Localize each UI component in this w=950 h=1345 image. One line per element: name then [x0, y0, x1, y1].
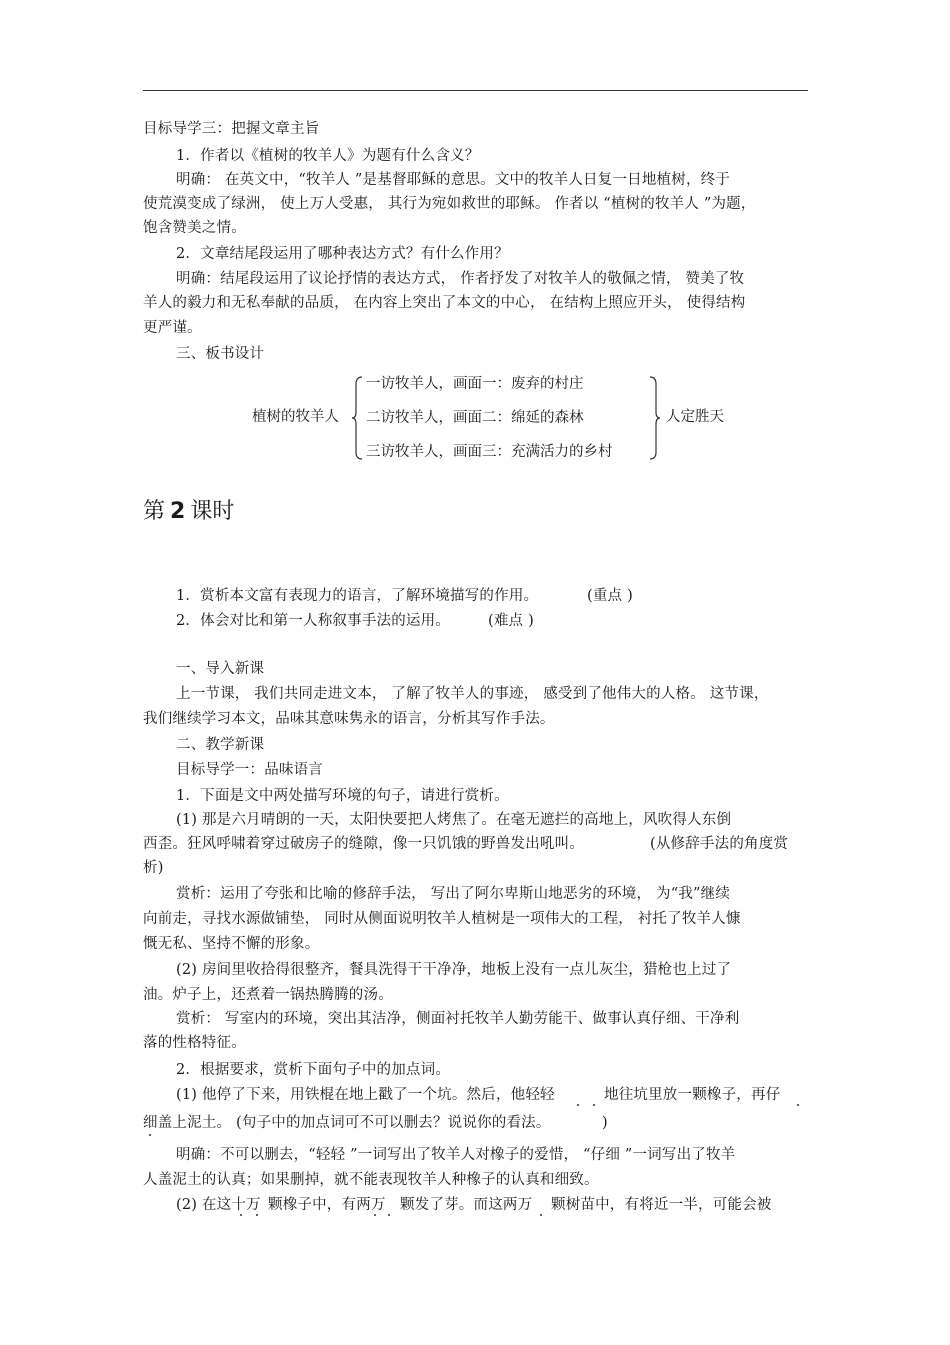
- answer-1-line: 饱含赞美之情。: [143, 220, 246, 236]
- emphasis-dot: [593, 1104, 595, 1106]
- answer-3-line: 人盖泥土的认真；如果删掉，就不能表现牧羊人种橡子的认真和细致。: [143, 1172, 599, 1188]
- intro-line: 我们继续学习本文，品味其意味隽永的语言，分析其写作手法。: [143, 711, 555, 727]
- goal-2-tag: (难点 ): [488, 613, 534, 629]
- passage-2-line: (2) 房间里收拾得很整齐，餐具洗得干干净净，地板上没有一点儿灰尘，猎枪也上过了: [176, 962, 732, 978]
- analysis-2-line: 赏析： 写室内的环境，突出其洁净，侧面衬托牧羊人勤劳能干、做事认真仔细、干净利: [176, 1011, 740, 1027]
- passage-2-line: 油。炉子上，还煮着一锅热腾腾的汤。: [143, 987, 393, 1003]
- analysis-1-line: 向前走，寻找水源做铺垫， 同时从侧面说明牧羊人植树是一项伟大的工程， 衬托了牧羊人慷: [143, 911, 741, 927]
- board-left-label: 植树的牧羊人: [252, 409, 339, 425]
- analysis-2-line: 落的性格特征。: [143, 1035, 246, 1051]
- question-2: 2．文章结尾段运用了哪种表达方式？有什么作用？: [176, 246, 509, 262]
- answer-2-line: 更严谨。: [143, 320, 202, 336]
- emphasis-dot: [374, 1214, 376, 1216]
- board-row-3: 三访牧羊人，画面三：充满活力的乡村: [366, 444, 613, 460]
- question-1: 1．作者以《植树的牧羊人》为题有什么含义？: [176, 148, 480, 164]
- right-brace-icon: [646, 374, 662, 462]
- goal-section-1: 目标导学一：品味语言: [176, 762, 323, 778]
- board-design-title: 三、板书设计: [176, 346, 265, 362]
- emphasis-dot: [240, 1214, 242, 1216]
- passage-3-part: 地往坑里放一颗橡子，再仔: [604, 1087, 781, 1103]
- passage-1-line: 西歪。狂风呼啸着穿过破房子的缝隙，像一只饥饿的野兽发出吼叫。: [143, 836, 584, 852]
- intro-line: 上一节课， 我们共同走进文本， 了解了牧羊人的事迹， 感受到了他伟大的人格。 这节课，: [176, 686, 769, 702]
- lesson-heading: [143, 497, 234, 527]
- emphasis-dot: [256, 1214, 258, 1216]
- answer-3-line: 明确：不可以删去，“轻轻 ”一词写出了牧羊人对橡子的爱惜， “仔细 ”一词写出了牧羊: [176, 1147, 736, 1163]
- lesson-prefix: 第: [143, 499, 166, 524]
- board-row-1: 一访牧羊人，画面一：废弃的村庄: [366, 376, 584, 392]
- passage-1-tag: (从修辞手法的角度赏: [650, 836, 789, 852]
- passage-3-part: ): [602, 1115, 608, 1131]
- emphasis-dot: [149, 1134, 151, 1136]
- passage-3-part: 细盖上泥土。 (句子中的加点词可不可以删去？说说你的看法。: [143, 1115, 551, 1131]
- goal-1-tag: (重点 ): [587, 588, 633, 604]
- passage-4-part: (2) 在这十万: [176, 1197, 261, 1213]
- section3-title: 目标导学三：把握文章主旨: [143, 121, 320, 137]
- emphasis-dot: [540, 1214, 542, 1216]
- answer-1-line: 使荒漠变成了绿洲， 使上万人受惠， 其行为宛如救世的耶稣。 作者以 “植树的牧羊人 ”为题，: [143, 196, 756, 212]
- emphasis-dot: [797, 1104, 799, 1106]
- answer-1-line: 明确： 在英文中，“牧羊人 ”是基督耶稣的意思。文中的牧羊人日复一日地植树，终于: [176, 172, 731, 188]
- answer-2-line: 羊人的毅力和无私奉献的品质， 在内容上突出了本文的中心， 在结构上照应开头， 使得结构: [143, 295, 746, 311]
- passage-1-line: 析): [143, 860, 164, 876]
- sub-question-1: 1．下面是文中两处描写环境的句子，请进行赏析。: [176, 788, 509, 804]
- passage-3-part: (1) 他停了下来，用铁棍在地上戳了一个坑。然后，他轻轻: [176, 1087, 555, 1103]
- lesson-number: 2: [170, 499, 186, 524]
- lesson-suffix: 课时: [190, 499, 235, 524]
- passage-1-line: (1) 那是六月晴朗的一天，太阳快要把人烤焦了。在毫无遮拦的高地上，风吹得人东倒: [176, 812, 732, 828]
- sub-question-2: 2．根据要求，赏析下面句子中的加点词。: [176, 1062, 451, 1078]
- passage-4-part: 颗橡子中，有两万: [268, 1197, 386, 1213]
- board-row-2: 二访牧羊人，画面二：绵延的森林: [366, 410, 584, 426]
- emphasis-dot: [388, 1214, 390, 1216]
- emphasis-dot: [577, 1104, 579, 1106]
- analysis-1-line: 赏析：运用了夸张和比喻的修辞手法， 写出了阿尔卑斯山地恶劣的环境， 为“我”继续: [176, 886, 731, 902]
- goal-1: 1．赏析本文富有表现力的语言，了解环境描写的作用。: [176, 588, 539, 604]
- passage-4-part: 颗发了芽。而这两万: [400, 1197, 533, 1213]
- intro-title: 一、导入新课: [176, 661, 265, 677]
- new-lesson-title: 二、教学新课: [176, 737, 265, 753]
- analysis-1-line: 慨无私、坚持不懈的形象。: [143, 936, 320, 952]
- board-right-label: 人定胜天: [666, 409, 724, 425]
- left-brace-icon: [350, 374, 366, 462]
- goal-2: 2．体会对比和第一人称叙事手法的运用。: [176, 613, 451, 629]
- top-rule: [143, 90, 808, 91]
- passage-4-part: 颗树苗中，有将近一半，可能会被: [551, 1197, 772, 1213]
- answer-2-line: 明确：结尾段运用了议论抒情的表达方式， 作者抒发了对牧羊人的敬佩之情， 赞美了牧: [176, 271, 745, 287]
